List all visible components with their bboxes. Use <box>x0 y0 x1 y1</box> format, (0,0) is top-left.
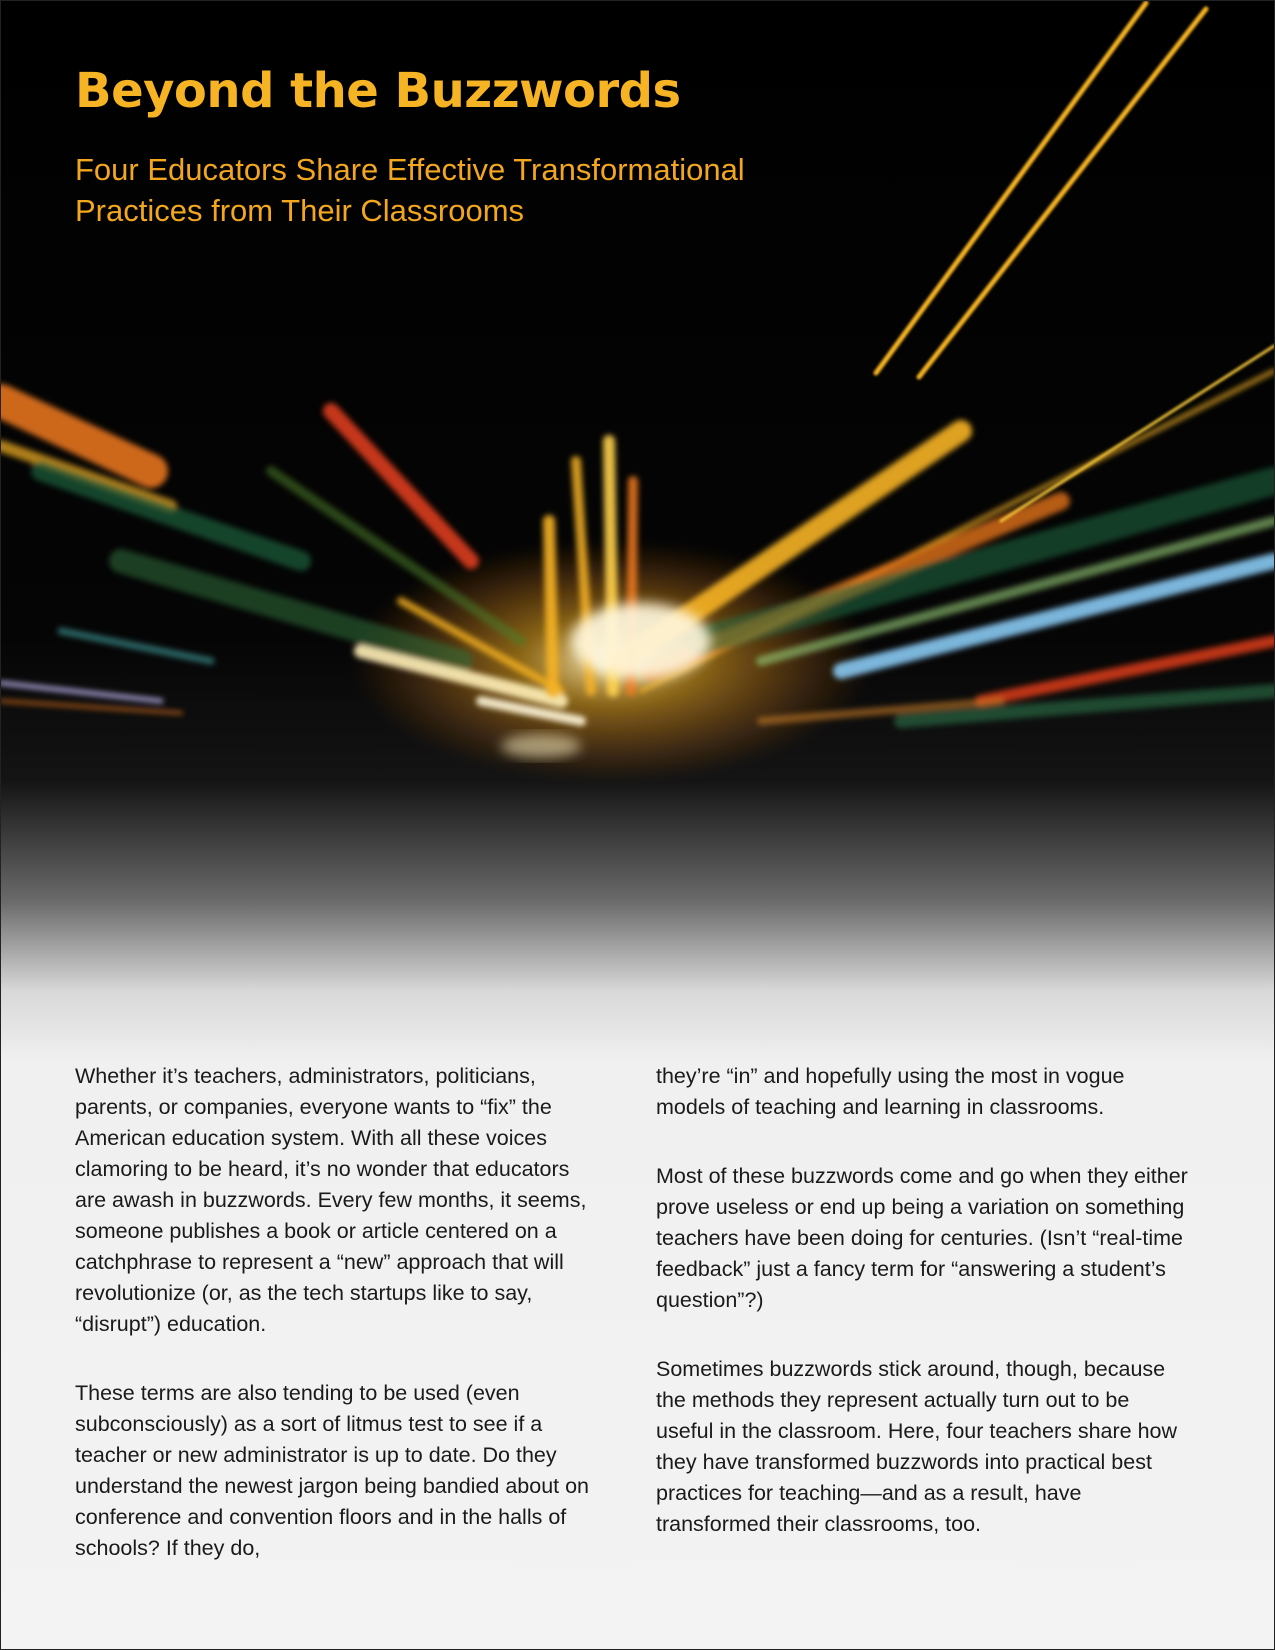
body-column-right <box>656 1061 1191 1578</box>
body-paragraph: Most of these buzzwords come and go when they either prove useless or end up being a variation on something teachers have been doing for centuries. (Isn’t “real-time feedback” just a fancy term for “answering a student’s question”?) <box>656 1164 1188 1312</box>
body-paragraph: These terms are also tending to be used (even subconsciously) as a sort of litmus test to see if a teacher or new administrator is up to date. Do they understand the newest jargon being bandied about on conference and convention floors and in the halls of schools? If they do, <box>75 1381 590 1560</box>
body-paragraph: Sometimes buzzwords stick around, though, because the methods they represent actually turn out to be useful in the classroom. Here, four teachers share how they have transformed buzzwords into practical best practices for teaching—and as a result, have transformed their classrooms, too. <box>656 1357 1178 1536</box>
body-paragraph: they’re “in” and hopefully using the most in vogue models of teaching and learning in classrooms. <box>656 1064 1125 1119</box>
body-column-left <box>75 1061 595 1602</box>
article-subtitle: Four Educators Share Effective Transformational Practices from Their Classrooms <box>75 152 745 228</box>
body-paragraph: Whether it’s teachers, administrators, politicians, parents, or companies, everyone wants to “fix” the American education system. With all these voices clamoring to be heard, it’s no wonder that educators are awash in buzzwords. Every few months, it seems, someone publishes a book or article centered on a catchphrase to represent a “new” approach that will revolutionize (or, as the tech startups like to say, “disrupt”) education. <box>75 1064 587 1336</box>
article-title: Beyond the Buzzwords <box>75 63 681 119</box>
